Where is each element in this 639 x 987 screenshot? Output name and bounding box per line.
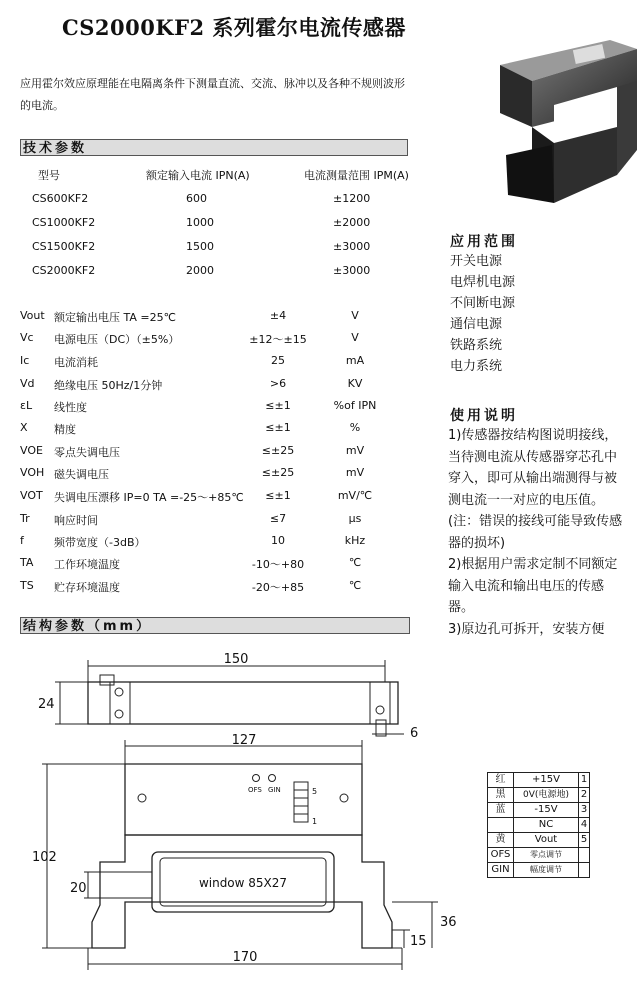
param-symbol: f [20,534,24,547]
dim-label-36: 36 [440,915,457,930]
page-title: CS2000KF2 系列霍尔电流传感器 [62,15,406,40]
pin-number: 5 [579,833,590,848]
usage-text [448,425,628,640]
param-value: ≤±1 [265,489,291,502]
pin-number: 1 [579,773,590,788]
param-value: -10～+80 [251,558,305,571]
table-row [488,773,590,788]
dim-label-127: 127 [231,733,257,748]
list-item: 电力系统 [450,359,503,374]
model-cell: CS1000KF2 [32,216,96,229]
param-name: 工作环境温度 [54,558,120,571]
table-row [488,818,590,833]
dim-label-102: 102 [32,850,57,865]
model-cell: CS1500KF2 [32,240,96,253]
list-item: 开关电源 [450,254,503,269]
pin-number: 3 [579,803,590,818]
param-symbol: VOH [20,466,45,479]
pin1-label: 1 [312,817,318,826]
pin-color [488,818,514,833]
param-symbol: Vd [20,377,35,390]
param-name: 额定输出电压 TA =25℃ [54,311,176,324]
param-unit: ℃ [348,579,362,592]
pin-number: 4 [579,818,590,833]
param-symbol: VOE [20,444,43,457]
param-symbol: TS [20,579,34,592]
pin-color: 黄 [488,833,514,848]
application-title: 应用范围 [450,234,518,250]
param-symbol: Vout [20,309,45,322]
usage-paragraph: 1)传感器按结构图说明接线，当待测电流从传感器穿芯孔中穿入，即可从输出端测得与被测电流一一对应的电压值。(注：错误的接线可能导致传感器的损坏) [448,428,623,551]
param-unit: % [349,421,361,434]
pin-color: OFS [488,848,514,863]
range-cell: ±2000 [333,216,371,229]
param-unit: V [351,331,359,344]
param-symbol: X [20,421,28,434]
header-model: 型号 [38,169,60,182]
dim-label-20: 20 [70,881,87,896]
param-name: 电源电压（DC）（±5%） [54,333,180,346]
pin-table [487,772,590,878]
param-name: 精度 [54,423,76,436]
param-value: 25 [271,354,285,367]
param-unit: μs [348,512,362,525]
pin-number [579,863,590,878]
param-name: 失调电压漂移 IP=0 TA =-25～+85℃ [54,491,244,504]
param-unit: V [351,309,359,322]
pin-function: NC [514,818,579,833]
tech-section-heading: 技术参数 [20,139,408,156]
param-unit: kHz [344,534,366,547]
application-list [450,251,515,377]
pin-color: 蓝 [488,803,514,818]
list-item: 不间断电源 [450,296,516,311]
usage-paragraph: 3)原边孔可拆开，安装方便 [448,621,605,637]
product-photo [492,35,637,203]
pin-number [579,848,590,863]
pin-color: 红 [488,773,514,788]
dim-label-6: 6 [410,726,419,741]
dimension-drawing [0,640,470,987]
param-symbol: Ic [20,354,30,367]
rated-cell: 2000 [186,264,214,277]
param-name: 线性度 [54,401,87,414]
top-view-body [88,682,398,724]
dim-label-150: 150 [223,652,249,667]
param-name: 响应时间 [54,514,98,527]
pin-function: -15V [514,803,579,818]
pin-color: 黑 [488,788,514,803]
header-rated-current: 额定输入电流 IPN(A) [146,169,250,182]
pin-function: 零点调节 [514,848,579,863]
param-unit: mV/℃ [337,489,373,502]
param-value: 10 [271,534,285,547]
param-unit: mV [345,444,365,457]
dim-label-24: 24 [38,697,55,712]
param-value: >6 [269,377,287,390]
list-item: 通信电源 [450,317,503,332]
param-symbol: TA [20,556,34,569]
list-item: 电焊机电源 [450,275,516,290]
pin-function: +15V [514,773,579,788]
pin5-label: 5 [312,787,318,796]
param-value: ≤±1 [265,421,291,434]
param-symbol: Vc [20,331,34,344]
table-row [488,848,590,863]
pin-number: 2 [579,788,590,803]
table-row [488,863,590,878]
range-cell: ±3000 [333,264,371,277]
table-row [488,803,590,818]
pin-function: 0V(电源地) [514,788,579,803]
param-value: -20～+85 [251,581,305,594]
rated-cell: 1000 [186,216,214,229]
pin-color: GIN [488,863,514,878]
param-unit: KV [347,377,363,390]
pin-function: 幅度调节 [514,863,579,878]
param-name: 频带宽度（-3dB） [54,536,146,549]
param-name: 贮存环境温度 [54,581,120,594]
param-value: ≤±1 [265,399,291,412]
param-name: 零点失调电压 [54,446,120,459]
window-label: window 85X27 [198,876,288,890]
list-item: 铁路系统 [450,338,503,353]
range-cell: ±3000 [333,240,371,253]
param-unit: ℃ [348,556,362,569]
param-value: ≤±25 [261,444,295,457]
param-value: ±4 [269,309,287,322]
param-value: ≤7 [269,512,287,525]
param-unit: %of IPN [333,399,377,412]
param-name: 磁失调电压 [54,468,109,481]
front-view-upper [125,764,362,835]
rated-cell: 1500 [186,240,214,253]
intro-text: 应用霍尔效应原理能在电隔离条件下测量直流、交流、脉冲以及各种不规则波形的电流。 [20,77,405,112]
model-cell: CS2000KF2 [32,264,96,277]
param-unit: mV [345,466,365,479]
param-value: ≤±25 [261,466,295,479]
dim-label-15: 15 [410,934,427,949]
usage-title: 使用说明 [450,408,518,424]
range-cell: ±1200 [333,192,371,205]
param-symbol: VOT [20,489,43,502]
header-measure-range: 电流测量范围 IPM(A) [304,169,409,182]
model-cell: CS600KF2 [32,192,89,205]
pin-function: Vout [514,833,579,848]
struct-section-heading: 结构参数（mm） [20,617,410,634]
param-unit: mA [345,354,365,367]
table-row [488,833,590,848]
param-name: 电流消耗 [54,356,98,369]
param-symbol: εL [20,399,33,412]
param-symbol: Tr [20,512,30,525]
rated-cell: 600 [186,192,207,205]
table-row [488,788,590,803]
param-name: 绝缘电压 50Hz/1分钟 [54,379,163,392]
ofs-label: OFS [248,786,262,794]
dim-label-170: 170 [232,950,258,965]
usage-paragraph: 2)根据用户需求定制不同额定输入电流和输出电压的传感器。 [448,557,618,615]
gin-label: GIN [268,786,281,794]
param-value: ±12～±15 [249,333,307,346]
